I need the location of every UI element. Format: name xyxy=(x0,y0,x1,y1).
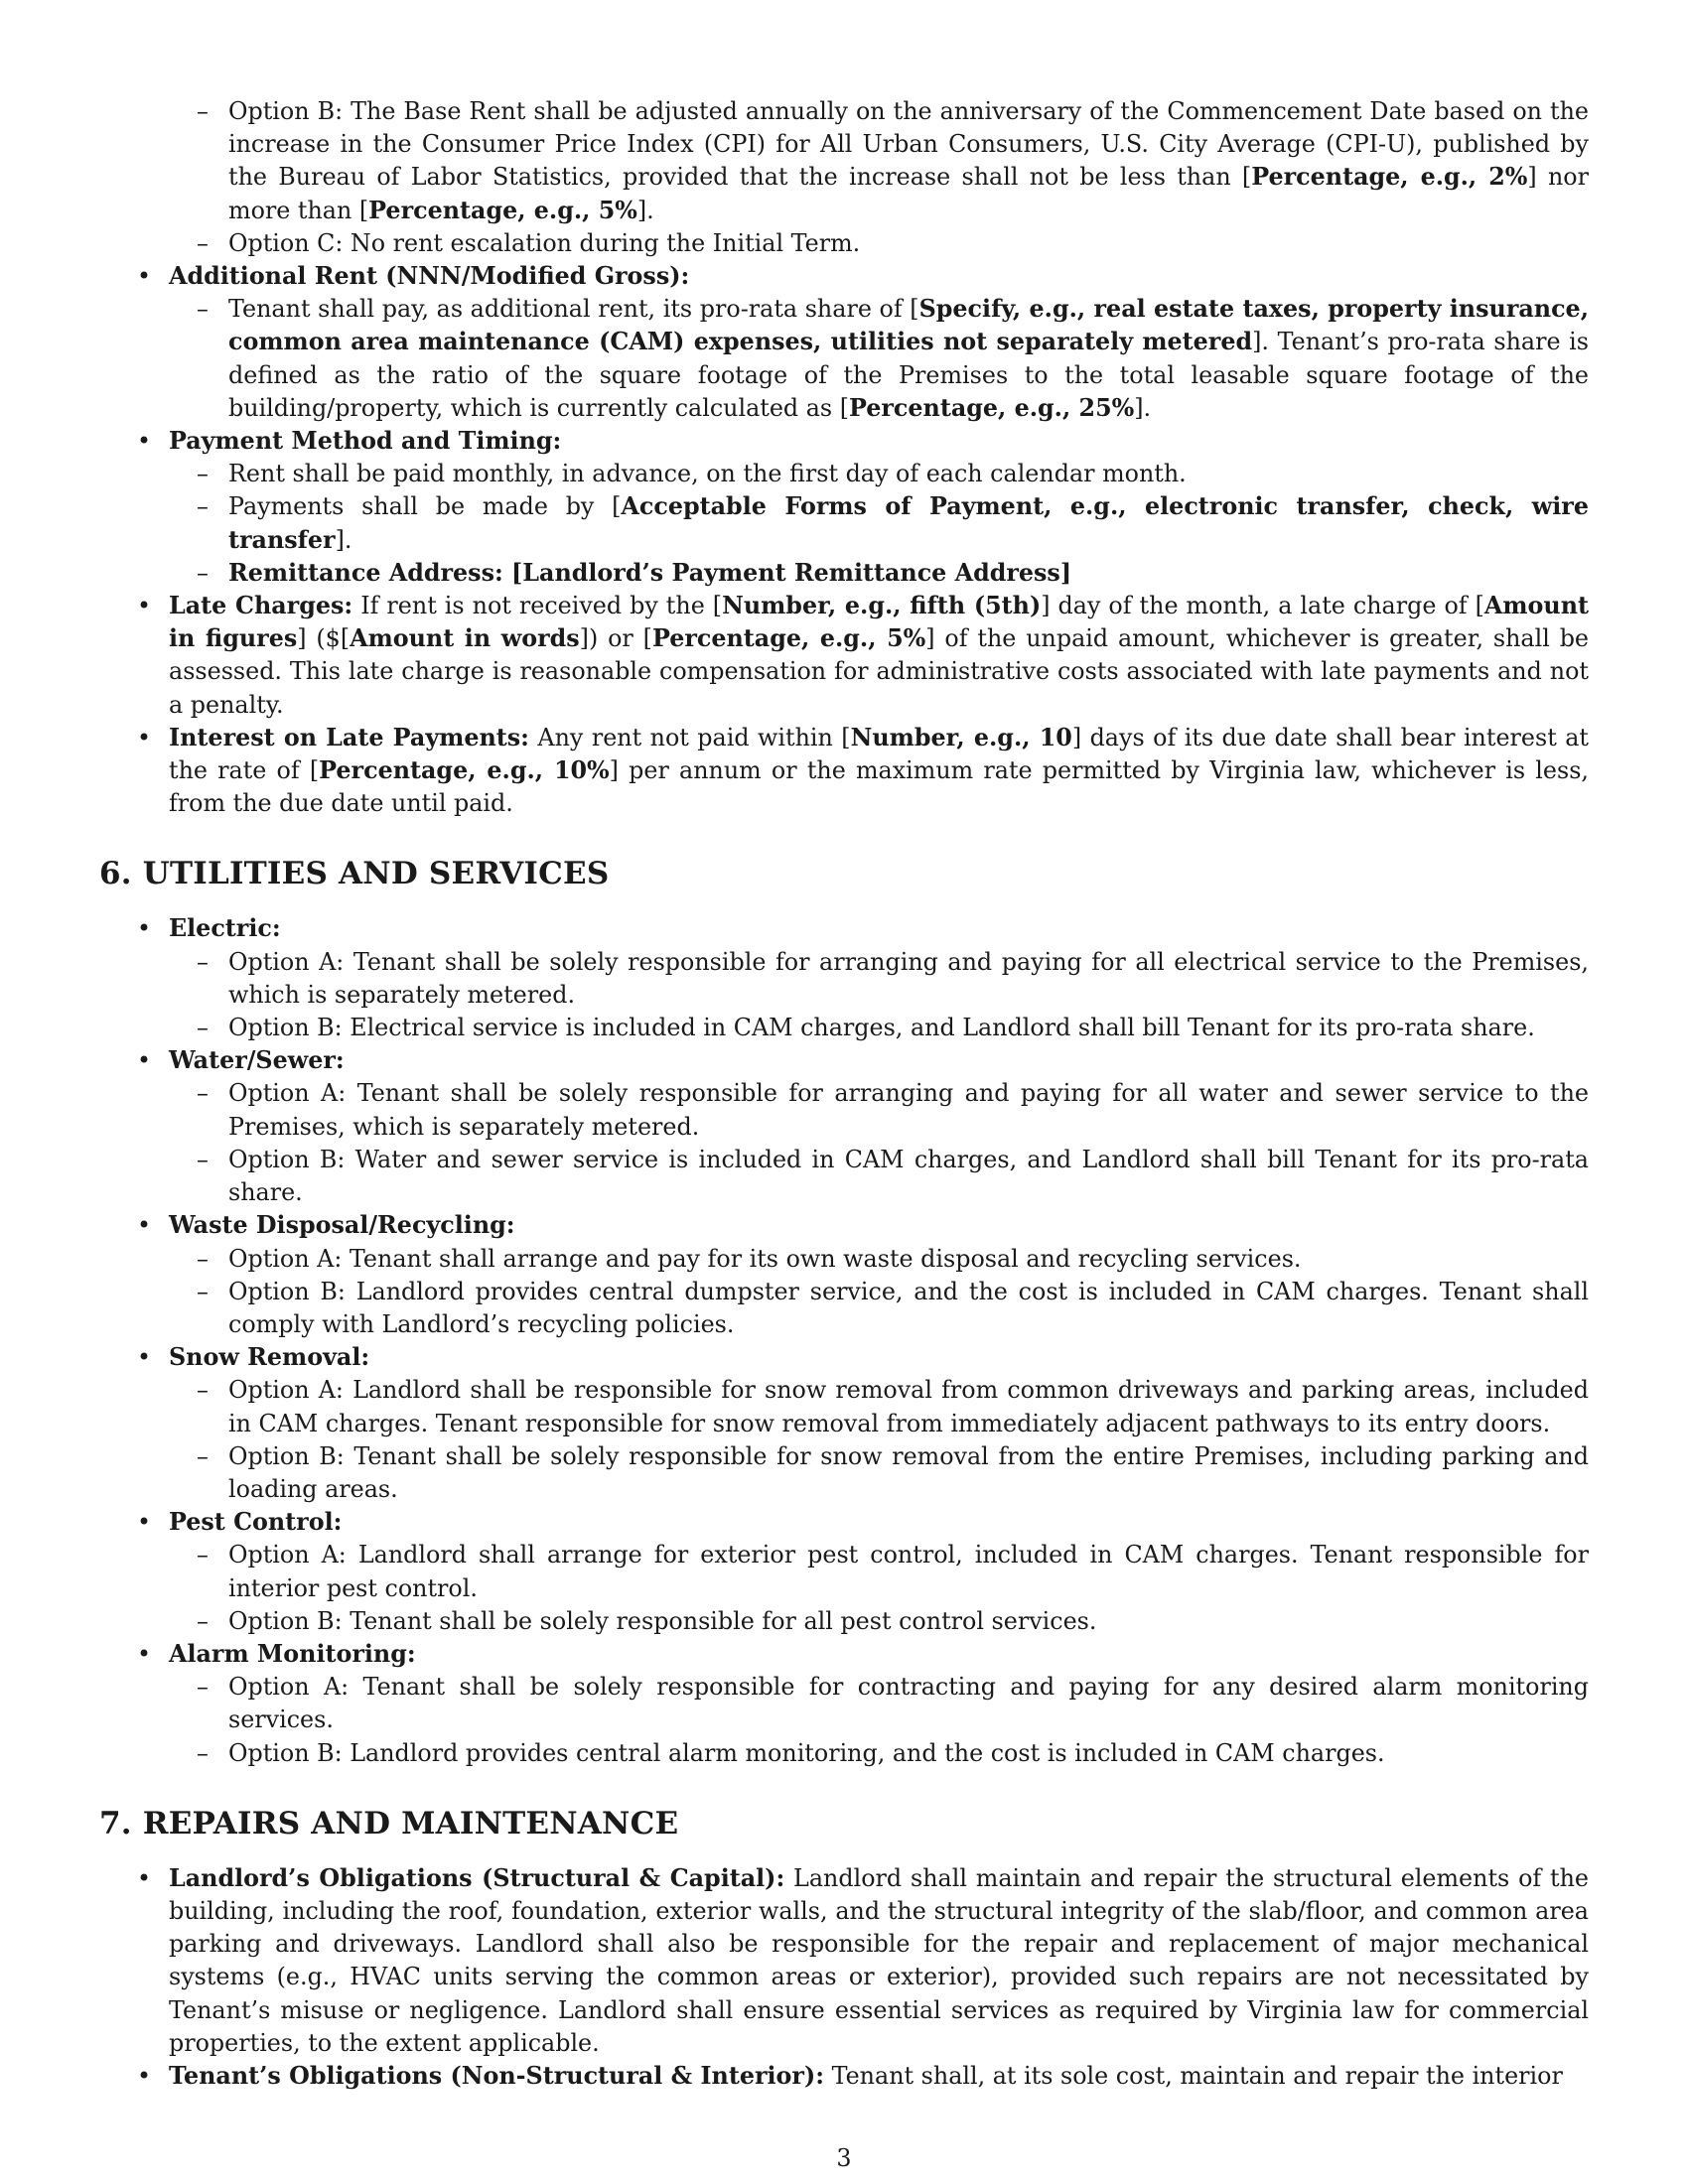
dash-marker: – xyxy=(197,492,209,521)
placeholder-field: Specify, e.g., real estate taxes, property insurance, common area maintenance (CAM) expenses, utilities not separately metered xyxy=(228,295,1589,356)
dash-marker: – xyxy=(197,1244,209,1273)
dash-marker: – xyxy=(197,1673,209,1702)
text: Landlord shall maintain and repair the structural elements of the building, including the roof, foundation, exterior walls, and the structural integrity of the slab/floor, and common area parking and driveways. Landlord shall also be responsible for the repair and replacement of major mechanical systems (e.g., HVAC units serving the common areas or exterior), provided such repairs are not necessitated by Tenant’s misuse or negligence. Landlord shall ensure essential services as required by Virginia law for commercial properties, to the extent applicable. xyxy=(169,1863,1589,2057)
section-heading-repairs: 7. REPAIRS AND MAINTENANCE xyxy=(99,1805,679,1842)
dash-marker: – xyxy=(197,1376,209,1405)
item-label: Tenant’s Obligations (Non-Structural & Interior): xyxy=(169,2061,825,2090)
text: Tenant shall, at its sole cost, maintain and repair the interior xyxy=(824,2061,1563,2090)
alarm-option-a xyxy=(99,1671,1589,1736)
electric-option-b xyxy=(99,1012,1589,1044)
dash-marker: – xyxy=(197,1541,209,1570)
bullet-marker: • xyxy=(137,262,152,291)
water-option-b xyxy=(99,1144,1589,1209)
text: ]. Tenant’s pro-rata share is defined as the ratio of the square footage of the Premises to the total leasable square footage of the building/property, which is currently calculated as [ xyxy=(228,328,1589,422)
pest-option-a xyxy=(99,1539,1589,1604)
text: ] days of its due date shall bear interest at the rate of [ xyxy=(169,723,1589,785)
electric-item xyxy=(99,912,1589,945)
bullet-marker: • xyxy=(137,723,152,751)
text: ]. xyxy=(335,525,352,554)
placeholder-field: Amount in figures xyxy=(169,592,1590,653)
water-item xyxy=(99,1044,1589,1077)
snow-item xyxy=(99,1341,1589,1374)
bullet-marker: • xyxy=(137,1343,152,1372)
text: Rent shall be paid monthly, in advance, on the first day of each calendar month. xyxy=(228,460,1187,488)
text: Option B: Electrical service is included in CAM charges, and Landlord shall bill Tenant for its pro-rata share. xyxy=(228,1014,1535,1042)
section-heading-utilities: 6. UTILITIES AND SERVICES xyxy=(99,856,610,892)
remittance-address xyxy=(99,557,1589,590)
pest-item xyxy=(99,1506,1589,1539)
placeholder-field: Acceptable Forms of Payment, e.g., electronic transfer, check, wire transfer xyxy=(228,492,1589,554)
placeholder-field: Number, e.g., fifth (5th) xyxy=(722,592,1042,620)
dash-marker: – xyxy=(197,558,209,587)
bullet-marker: • xyxy=(137,1863,152,1892)
waste-option-a xyxy=(99,1243,1589,1276)
alarm-option-b xyxy=(99,1737,1589,1770)
water-option-a xyxy=(99,1077,1589,1143)
bullet-marker: • xyxy=(137,1639,152,1668)
text: Option B: Water and sewer service is included in CAM charges, and Landlord shall bill Tenant for its pro-rata share. xyxy=(228,1145,1589,1207)
item-label: Alarm Monitoring: xyxy=(169,1639,416,1668)
alarm-item xyxy=(99,1638,1589,1671)
additional-rent-text xyxy=(99,293,1589,425)
late-interest-item xyxy=(99,722,1589,821)
placeholder-field: Percentage, e.g., 2% xyxy=(1251,163,1528,192)
text: Option A: Landlord shall arrange for exterior pest control, included in CAM charges. Tenant responsible for interior pest control. xyxy=(228,1541,1589,1602)
additional-rent-item xyxy=(99,260,1589,293)
item-label: Pest Control: xyxy=(169,1508,343,1537)
snow-option-b xyxy=(99,1440,1589,1506)
dash-marker: – xyxy=(197,1441,209,1470)
item-label: Electric: xyxy=(169,914,281,943)
dash-marker: – xyxy=(197,228,209,257)
text: Option A: Tenant shall be solely responsible for contracting and paying for any desired alarm monitoring services. xyxy=(228,1673,1589,1734)
text: Option C: No rent escalation during the Initial Term. xyxy=(228,228,861,257)
text: Option A: Tenant shall arrange and pay for its own waste disposal and recycling services. xyxy=(228,1244,1302,1273)
text: Option B: The Base Rent shall be adjusted annually on the anniversary of the Commencement Date based on the increase in the Consumer Price Index (CPI) for All Urban Consumers, U.S. City Average (CPI-U), published by the Bureau of Labor Statistics, provided that the increase shall not be less than [ xyxy=(228,97,1589,192)
text: Option B: Tenant shall be solely responsible for all pest control services. xyxy=(228,1606,1097,1635)
text: Any rent not paid within [ xyxy=(528,723,851,751)
text: ] ($[ xyxy=(297,624,351,653)
dash-marker: – xyxy=(197,1145,209,1173)
dash-marker: – xyxy=(197,295,209,324)
waste-option-b xyxy=(99,1276,1589,1341)
text: Tenant shall pay, as additional rent, its pro-rata share of [ xyxy=(228,295,919,324)
text: ] day of the month, a late charge of [ xyxy=(1041,592,1484,620)
text: Option A: Landlord shall be responsible for snow removal from common driveways and parking areas, included in CAM charges. Tenant responsible for snow removal from immediately adjacent pathways to its entry doors. xyxy=(228,1376,1589,1437)
payment-timing-text xyxy=(99,458,1589,490)
pest-option-b xyxy=(99,1605,1589,1638)
item-label: Landlord’s Obligations (Structural & Capital): xyxy=(169,1863,785,1892)
item-label: Interest on Late Payments: xyxy=(169,723,529,751)
late-charges-item xyxy=(99,590,1589,722)
electric-option-a xyxy=(99,946,1589,1012)
text: Option A: Tenant shall be solely responsible for arranging and paying for all electrical service to the Premises, which is separately metered. xyxy=(228,947,1589,1009)
item-label: Payment Method and Timing: xyxy=(169,427,562,456)
dash-marker: – xyxy=(197,1738,209,1767)
snow-option-a xyxy=(99,1374,1589,1439)
dash-marker: – xyxy=(197,1277,209,1305)
page-number: 3 xyxy=(836,2144,852,2172)
bullet-marker: • xyxy=(137,427,152,456)
dash-marker: – xyxy=(197,1014,209,1042)
text: Option B: Tenant shall be solely responsible for snow removal from the entire Premises, including parking and loading areas. xyxy=(228,1441,1589,1503)
placeholder-field: Amount in words xyxy=(350,624,580,653)
placeholder-field: Number, e.g., 10 xyxy=(850,723,1072,751)
placeholder-field: Percentage, e.g., 5% xyxy=(651,624,926,653)
bullet-marker: • xyxy=(137,592,152,620)
text: Option A: Tenant shall be solely responsible for arranging and paying for all water and sewer service to the Premises, which is separately metered. xyxy=(228,1079,1589,1141)
text: ]. xyxy=(636,196,654,224)
rent-escalation-option-b xyxy=(99,95,1589,227)
placeholder-field: Remittance Address: [Landlord’s Payment Remittance Address] xyxy=(228,558,1072,587)
placeholder-field: Percentage, e.g., 5% xyxy=(368,196,637,224)
item-label: Late Charges: xyxy=(169,592,353,620)
bullet-marker: • xyxy=(137,1046,152,1075)
bullet-marker: • xyxy=(137,2061,152,2090)
text: Option B: Landlord provides central alarm monitoring, and the cost is included in CAM charges. xyxy=(228,1738,1385,1767)
text: ]) or [ xyxy=(579,624,652,653)
item-label: Waste Disposal/Recycling: xyxy=(169,1211,515,1240)
bullet-marker: • xyxy=(137,1211,152,1240)
payment-forms-text xyxy=(99,490,1589,556)
bullet-marker: • xyxy=(137,914,152,943)
item-label: Water/Sewer: xyxy=(169,1046,345,1075)
text: ] nor more than [ xyxy=(228,163,1589,224)
dash-marker: – xyxy=(197,1606,209,1635)
bullet-marker: • xyxy=(137,1508,152,1537)
text: If rent is not received by the [ xyxy=(352,592,723,620)
rent-escalation-option-c xyxy=(99,227,1589,260)
document-page xyxy=(99,95,1589,2093)
text: ] of the unpaid amount, whichever is greater, shall be assessed. This late charge is reasonable compensation for administrative costs associated with late payments and not a penalty. xyxy=(169,624,1590,719)
text: Option B: Landlord provides central dumpster service, and the cost is included in CAM charges. Tenant shall comply with Landlord’s recycling policies. xyxy=(228,1277,1589,1338)
item-label: Snow Removal: xyxy=(169,1343,370,1372)
placeholder-field: Percentage, e.g., 10% xyxy=(319,756,610,785)
text: ] per annum or the maximum rate permitted by Virginia law, whichever is less, from the due date until paid. xyxy=(169,756,1589,818)
dash-marker: – xyxy=(197,460,209,488)
text: ]. xyxy=(1134,393,1152,422)
waste-item xyxy=(99,1209,1589,1242)
dash-marker: – xyxy=(197,947,209,976)
dash-marker: – xyxy=(197,97,209,125)
payment-method-item xyxy=(99,425,1589,458)
placeholder-field: Percentage, e.g., 25% xyxy=(848,393,1135,422)
tenant-obligations-item xyxy=(99,2060,1589,2093)
item-label: Additional Rent (NNN/Modified Gross): xyxy=(169,262,690,291)
text: Payments shall be made by [ xyxy=(228,492,622,521)
dash-marker: – xyxy=(197,1079,209,1108)
landlord-obligations-item xyxy=(99,1862,1589,2060)
